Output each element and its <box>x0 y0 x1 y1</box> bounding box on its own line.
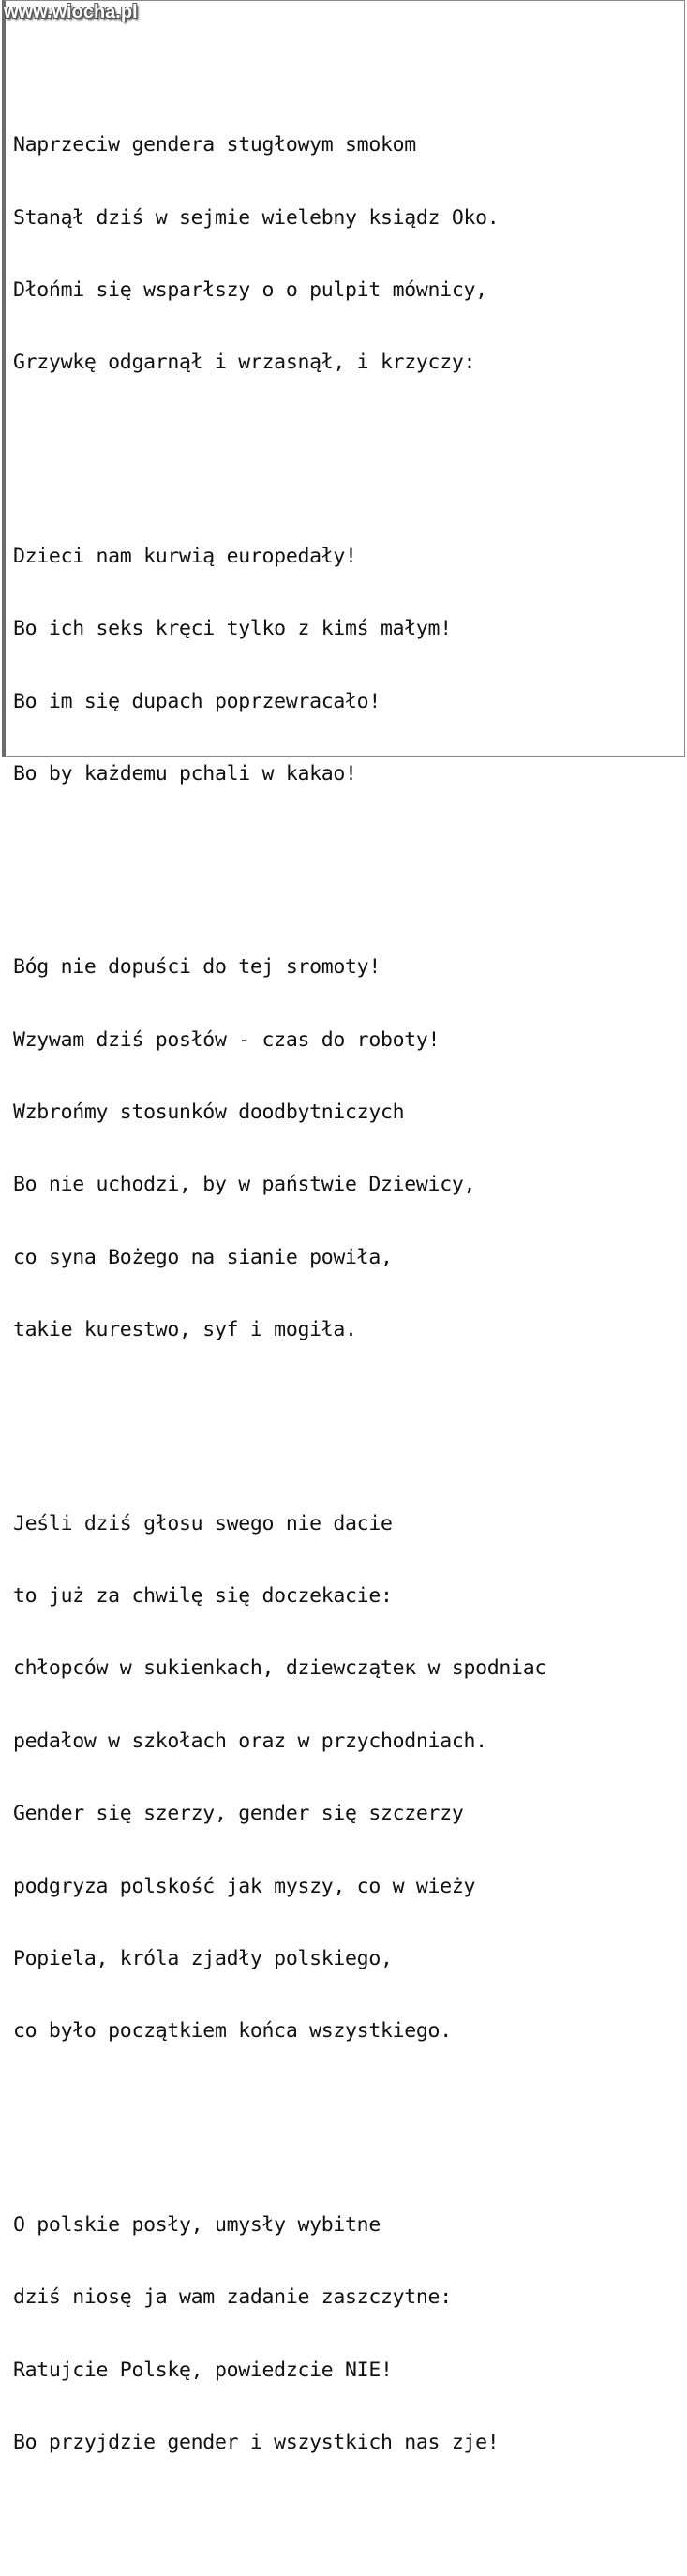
poem-line: Bóg nie dopuści do tej sromoty! <box>13 955 381 980</box>
poem-line: Gender się szerzy, gender się szczerzy <box>13 1802 464 1826</box>
poem-line: co syna Bożego na sianie powiła, <box>13 1245 393 1269</box>
text-window <box>2 0 685 2454</box>
poem-line: Stanął dziś w sejmie wielebny ksiądz Oko. <box>13 205 500 230</box>
poem-line: Grzywkę odgarnął i wrzasnął, i krzyczy: <box>13 351 476 375</box>
poem-line: Wzywam dziś posłów - czas do roboty! <box>13 1027 441 1052</box>
poem-line: Bo by każdemu pchali w kakao! <box>13 761 357 786</box>
poem-line: podgryza polskość jak myszy, co w wieży <box>13 1874 476 1898</box>
poem-line: Popiela, króla zjadły polskiego, <box>13 1946 393 1970</box>
stanza-4 <box>13 1463 684 2092</box>
stanza-1 <box>13 85 684 424</box>
stanza-3 <box>13 907 684 1391</box>
poem-line: Bo przyjdzie gender i wszystkich nas zje! <box>13 2430 500 2454</box>
poem-line: pedałow w szkołach oraz w przychodniach. <box>13 1729 487 1753</box>
watermark-logo: www.wiocha.pl <box>4 2 138 22</box>
poem-line: Jeśli dziś głosu swego nie dacie <box>13 1511 393 1535</box>
poem-line: Bo nie uchodzi, by w państwie Dziewicy, <box>13 1173 476 1197</box>
poem-line: Bo im się dupach poprzewracało! <box>13 689 381 713</box>
poem-line: dziś niosę ja wam zadanie zaszczytne: <box>13 2285 452 2310</box>
poem-line: Naprzeciw gendera stugłowym smokom <box>13 133 416 157</box>
poem-line: Dłońmi się wsparłszy o o pulpit mównicy, <box>13 277 487 302</box>
poem-line: O polskie posły, umysły wybitne <box>13 2212 381 2237</box>
stanza-5 <box>13 2164 684 2503</box>
stanza-2 <box>13 496 684 834</box>
poem-line: to już za chwilę się doczekacie: <box>13 1584 393 1608</box>
poem-line: chłopców w sukienkach, dziewcząteк w spodniac <box>13 1656 546 1681</box>
poem-text <box>13 37 684 2576</box>
poem-line: co było początkiem końca wszystkiego. <box>13 2019 452 2044</box>
poem-line: Wzbrońmy stosunków doodbytniczych <box>13 1101 405 1125</box>
poem-line: Dzieci nam kurwią europedały! <box>13 544 357 568</box>
poem-line: Bo ich seks kręci tylko z kimś małym! <box>13 617 452 641</box>
poem-line: Ratujcie Polskę, powiedzcie NIE! <box>13 2358 393 2382</box>
poem-line: takie kurestwo, syf i mogiła. <box>13 1318 357 1342</box>
